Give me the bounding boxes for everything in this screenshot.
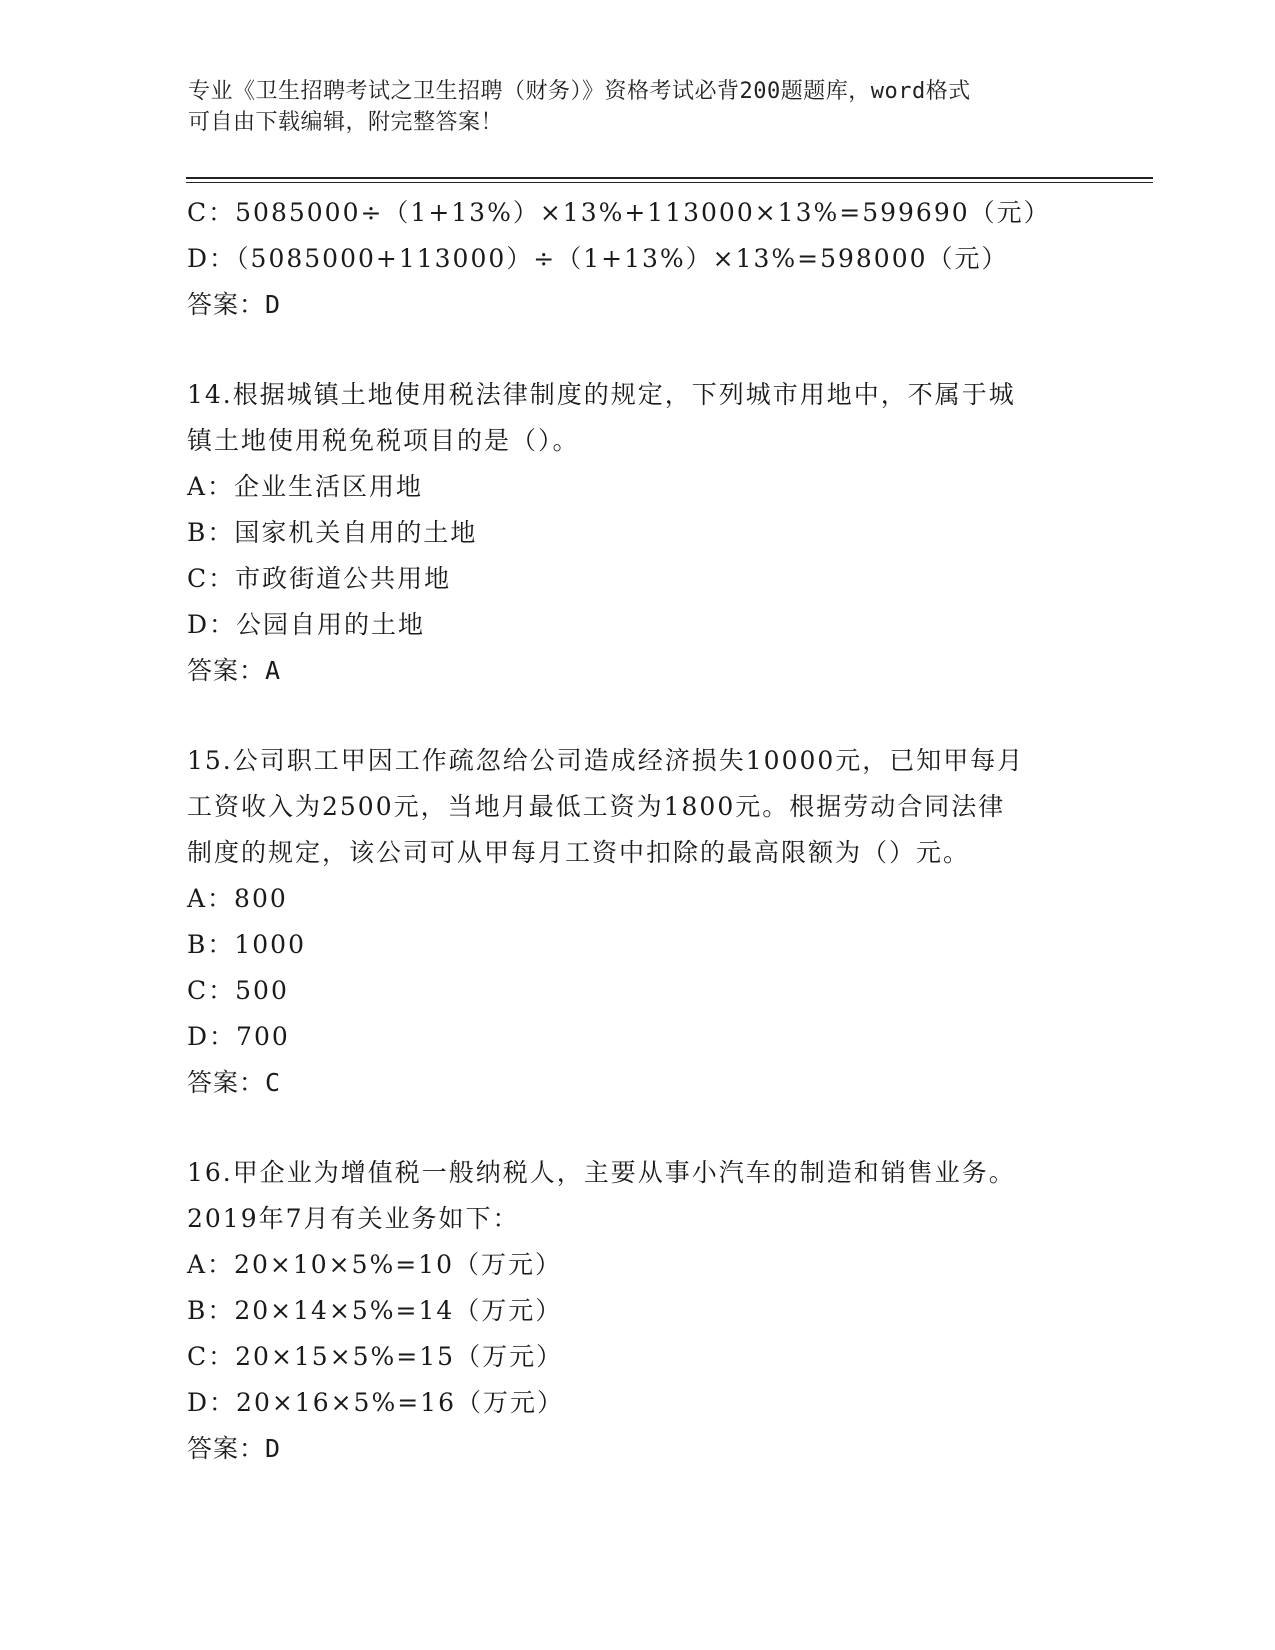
- question-stem-line: 16.甲企业为增值税一般纳税人，主要从事小汽车的制造和销售业务。: [187, 1158, 1016, 1187]
- question-stem-line: 镇土地使用税免税项目的是（）。: [187, 426, 580, 455]
- question-stem-line: 2019年7月有关业务如下：: [187, 1204, 520, 1233]
- question-list: [187, 190, 1087, 1472]
- answer: 答案：A: [187, 656, 282, 685]
- answer: 答案：D: [187, 1434, 282, 1463]
- option-b: B：20×14×5%=14（万元）: [187, 1296, 563, 1325]
- question-stem-line: 工资收入为2500元，当地月最低工资为1800元。根据劳动合同法律: [187, 792, 1006, 821]
- option-c: C：20×15×5%=15（万元）: [187, 1342, 564, 1371]
- spacer: [187, 1106, 1087, 1150]
- option-a: A：企业生活区用地: [187, 472, 424, 501]
- option-b: B：国家机关自用的土地: [187, 518, 478, 547]
- option-c: C：500: [187, 976, 289, 1005]
- answer: 答案：D: [187, 290, 282, 319]
- question-13-partial: [187, 190, 1087, 328]
- header-divider-thick: [186, 177, 1153, 179]
- answer: 答案：C: [187, 1068, 282, 1097]
- option-b: B：1000: [187, 930, 306, 959]
- option-a: A：800: [187, 884, 288, 913]
- option-d: D：700: [187, 1022, 290, 1051]
- option-c: C：5085000÷（1+13%）×13%+113000×13%=599690（元）: [187, 198, 1051, 227]
- header-line-1: 专业《卫生招聘考试之卫生招聘（财务）》资格考试必背200题题库，word格式: [188, 79, 971, 104]
- question-stem-line: 制度的规定，该公司可从甲每月工资中扣除的最高限额为（）元。: [187, 838, 971, 867]
- option-d: D：20×16×5%=16（万元）: [187, 1388, 564, 1417]
- document-header: [188, 76, 1088, 138]
- question-16: [187, 1150, 1087, 1472]
- spacer: [187, 328, 1087, 372]
- question-stem-line: 15.公司职工甲因工作疏忽给公司造成经济损失10000元，已知甲每月: [187, 746, 1025, 775]
- question-15: [187, 738, 1087, 1106]
- option-c: C：市政街道公共用地: [187, 564, 452, 593]
- option-a: A：20×10×5%=10（万元）: [187, 1250, 562, 1279]
- option-d: D：公园自用的土地: [187, 610, 426, 639]
- header-line-2: 可自由下载编辑，附完整答案！: [188, 110, 504, 135]
- option-d: D：（5085000+113000）÷（1+13%）×13%=598000（元）: [187, 244, 1009, 273]
- question-stem-line: 14.根据城镇土地使用税法律制度的规定，下列城市用地中，不属于城: [187, 380, 1016, 409]
- question-14: [187, 372, 1087, 694]
- header-divider-thin: [186, 182, 1153, 183]
- spacer: [187, 694, 1087, 738]
